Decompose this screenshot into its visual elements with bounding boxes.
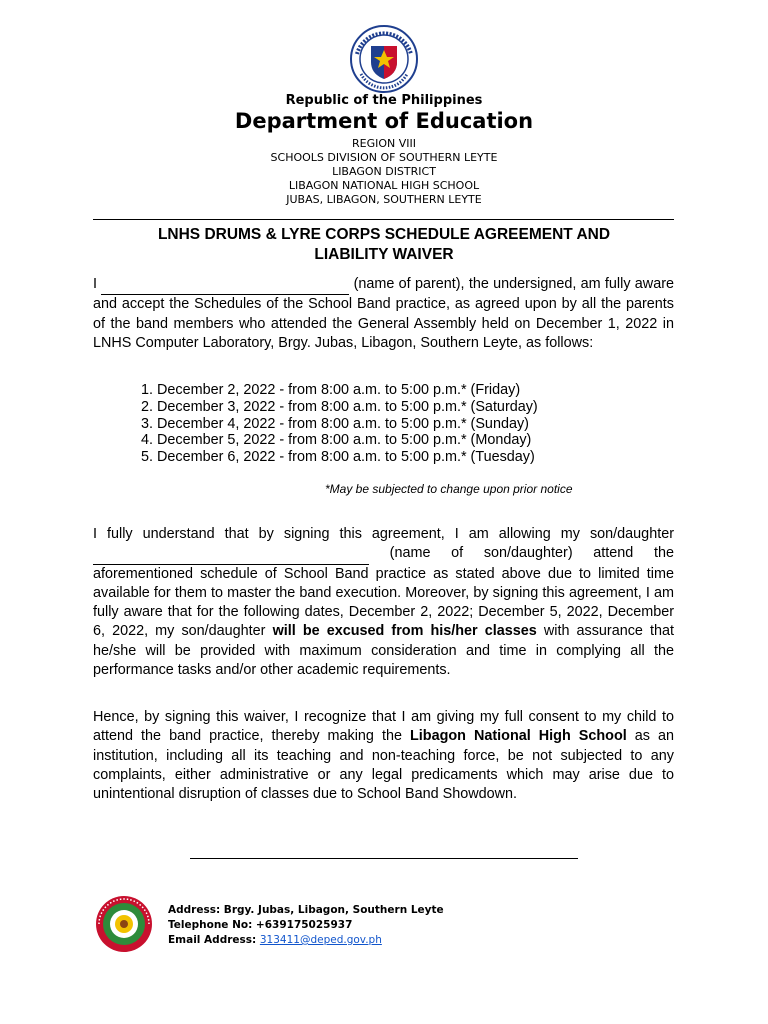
footer-telephone: Telephone No: +639175025937 xyxy=(168,919,353,931)
department-heading: Department of Education xyxy=(234,109,534,133)
deped-seal-icon xyxy=(347,24,421,94)
paragraph-emphasis: will be excused from his/her classes xyxy=(272,623,537,640)
parent-acknowledgement-paragraph xyxy=(93,275,674,353)
footer-email-row xyxy=(168,933,444,948)
region-line: REGION VIII xyxy=(351,137,416,150)
schedule-note: *May be subjected to change upon prior notice xyxy=(325,482,573,496)
schedule-item: 3. December 4, 2022 - from 8:00 a.m. to 5:00 p.m.* (Sunday) xyxy=(157,416,538,433)
footer-address: Address: Brgy. Jubas, Libagon, Southern Leyte xyxy=(168,904,444,916)
consent-paragraph xyxy=(93,525,674,680)
title-line-2: LIABILITY WAIVER xyxy=(314,246,454,263)
schedule-item: 5. December 6, 2022 - from 8:00 a.m. to 5:00 p.m.* (Tuesday) xyxy=(157,449,538,466)
location-line: JUBAS, LIBAGON, SOUTHERN LEYTE xyxy=(286,193,482,206)
district-line: LIBAGON DISTRICT xyxy=(332,165,436,178)
school-logo-icon xyxy=(93,895,155,953)
paragraph-end: with assurance that he/she will be provided with maximum consideration and time in complying all the performance tasks and/or other academic requirements. xyxy=(93,623,675,679)
school-line: LIBAGON NATIONAL HIGH SCHOOL xyxy=(288,179,480,192)
paragraph-start: I xyxy=(93,276,97,292)
waiver-paragraph xyxy=(93,708,674,804)
school-name-emphasis: Libagon National High School xyxy=(410,728,627,745)
paragraph-start: I fully understand that by signing this agreement, I am allowing my son/daughter xyxy=(93,526,674,542)
office-address-block xyxy=(0,137,768,207)
paragraph-end: as an institution, including all its teaching and non-teaching force, be not subjected to any complaints, either administrative or any legal predicaments which may arise due to unintentional disruption of classes due to School Band Showdown. xyxy=(93,728,675,803)
schedule-item: 4. December 5, 2022 - from 8:00 a.m. to 5:00 p.m.* (Monday) xyxy=(157,432,538,449)
republic-heading: Republic of the Philippines xyxy=(285,93,483,108)
paragraph-body: (name of son/daughter) attend the aforementioned schedule of School Band practice as stated above due to limited time available for them to master the band execution. Moreover, by signing this agreement, I am fully aware that for the following dates, December 2, 2022; December 5, 2022, December 6, 2022, my son/daughter xyxy=(93,545,674,640)
schedule-item: 2. December 3, 2022 - from 8:00 a.m. to 5:00 p.m.* (Saturday) xyxy=(157,399,538,416)
footer-email-label: Email Address: xyxy=(168,934,260,946)
paragraph-start: Hence, by signing this waiver, I recognize that I am giving my full consent to my child to attend the band practice, thereby making the xyxy=(93,709,674,745)
title-line-1: LNHS DRUMS & LYRE CORPS SCHEDULE AGREEMENT AND xyxy=(157,226,611,243)
header-divider xyxy=(93,219,674,220)
schedule-item: 1. December 2, 2022 - from 8:00 a.m. to 5:00 p.m.* (Friday) xyxy=(157,382,538,399)
footer-contact xyxy=(168,903,444,948)
document-title xyxy=(0,225,768,265)
child-name-blank[interactable] xyxy=(93,544,369,564)
schedule-list xyxy=(140,382,538,466)
paragraph-body: (name of parent), the undersigned, am fully aware and accept the Schedules of the School Band practice, as agreed upon by all the parents of the band members who attended the General Assembly held on December 1, 2022 in LNHS Computer Laboratory, Brgy. Jubas, Libagon, Southern Leyte, as follows: xyxy=(93,276,674,351)
division-line: SCHOOLS DIVISION OF SOUTHERN LEYTE xyxy=(270,151,498,164)
parent-name-blank[interactable] xyxy=(101,275,349,295)
footer-email-link[interactable]: 313411@deped.gov.ph xyxy=(259,934,382,946)
signature-line[interactable] xyxy=(190,858,578,859)
